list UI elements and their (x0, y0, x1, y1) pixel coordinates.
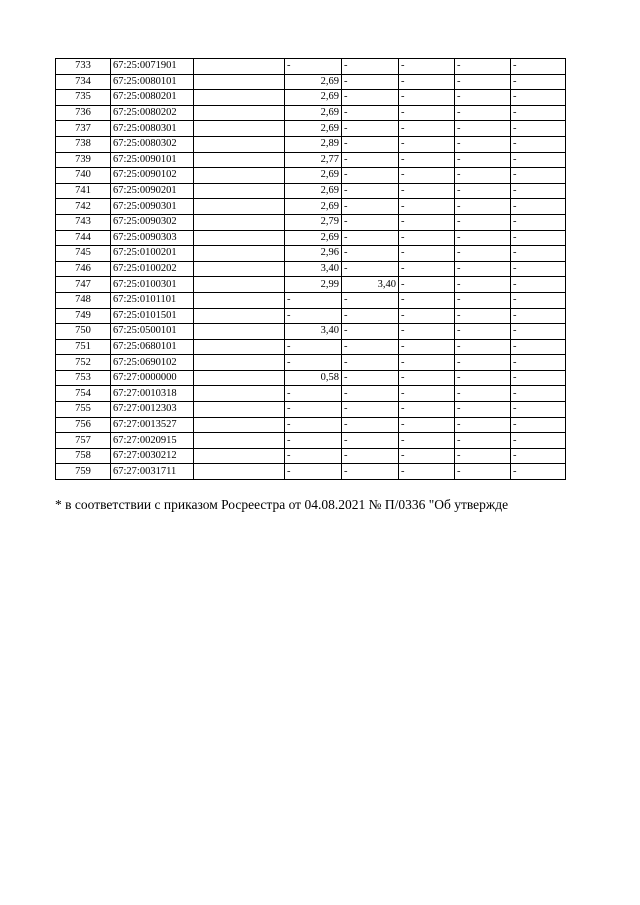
value-5: - (511, 417, 566, 433)
value-3: - (399, 183, 455, 199)
value-3: - (399, 355, 455, 371)
value-1: 2,79 (285, 214, 342, 230)
row-number: 741 (56, 183, 111, 199)
value-2: - (342, 402, 399, 418)
value-5: - (511, 74, 566, 90)
table-row (56, 324, 566, 340)
value-2: - (342, 417, 399, 433)
value-3: - (399, 370, 455, 386)
cadastral-number: 67:25:0090301 (111, 199, 194, 215)
value-3: - (399, 448, 455, 464)
value-2: - (342, 136, 399, 152)
value-1: 2,69 (285, 230, 342, 246)
row-number: 744 (56, 230, 111, 246)
table-row (56, 464, 566, 480)
value-4: - (455, 246, 511, 262)
cadastral-number: 67:27:0010318 (111, 386, 194, 402)
value-4: - (455, 370, 511, 386)
value-4: - (455, 448, 511, 464)
value-4: - (455, 402, 511, 418)
value-2: - (342, 355, 399, 371)
value-3: - (399, 308, 455, 324)
value-5: - (511, 168, 566, 184)
value-5: - (511, 339, 566, 355)
empty-cell (194, 355, 285, 371)
cadastral-number: 67:27:0012303 (111, 402, 194, 418)
cadastral-number: 67:25:0090302 (111, 214, 194, 230)
value-5: - (511, 199, 566, 215)
value-4: - (455, 261, 511, 277)
table-row (56, 417, 566, 433)
cadastral-number: 67:25:0071901 (111, 59, 194, 75)
value-3: - (399, 417, 455, 433)
empty-cell (194, 199, 285, 215)
value-3: - (399, 168, 455, 184)
table-row (56, 136, 566, 152)
empty-cell (194, 230, 285, 246)
value-5: - (511, 277, 566, 293)
table-row (56, 386, 566, 402)
row-number: 735 (56, 90, 111, 106)
value-4: - (455, 74, 511, 90)
empty-cell (194, 152, 285, 168)
value-4: - (455, 183, 511, 199)
value-3: - (399, 214, 455, 230)
cadastral-number: 67:25:0100202 (111, 261, 194, 277)
value-4: - (455, 308, 511, 324)
value-2: - (342, 246, 399, 262)
value-1: 2,99 (285, 277, 342, 293)
value-1: - (285, 308, 342, 324)
value-2: - (342, 308, 399, 324)
value-3: - (399, 292, 455, 308)
value-1: - (285, 448, 342, 464)
row-number: 737 (56, 121, 111, 137)
empty-cell (194, 339, 285, 355)
value-1: 2,69 (285, 199, 342, 215)
value-1: 2,69 (285, 74, 342, 90)
value-1: 2,77 (285, 152, 342, 168)
empty-cell (194, 277, 285, 293)
value-3: - (399, 199, 455, 215)
row-number: 739 (56, 152, 111, 168)
value-5: - (511, 370, 566, 386)
value-5: - (511, 121, 566, 137)
row-number: 757 (56, 433, 111, 449)
row-number: 734 (56, 74, 111, 90)
table-row (56, 90, 566, 106)
table-row (56, 433, 566, 449)
row-number: 747 (56, 277, 111, 293)
value-4: - (455, 152, 511, 168)
value-4: - (455, 121, 511, 137)
value-1: 2,89 (285, 136, 342, 152)
value-1: - (285, 433, 342, 449)
table-row (56, 152, 566, 168)
value-4: - (455, 292, 511, 308)
empty-cell (194, 136, 285, 152)
value-2: - (342, 386, 399, 402)
value-4: - (455, 136, 511, 152)
value-5: - (511, 292, 566, 308)
table-row (56, 246, 566, 262)
cadastral-number: 67:25:0090102 (111, 168, 194, 184)
empty-cell (194, 74, 285, 90)
value-2: - (342, 152, 399, 168)
value-2: - (342, 230, 399, 246)
table-row (56, 448, 566, 464)
empty-cell (194, 168, 285, 184)
value-1: 0,58 (285, 370, 342, 386)
cadastral-number: 67:25:0500101 (111, 324, 194, 340)
value-5: - (511, 386, 566, 402)
value-2: - (342, 199, 399, 215)
value-5: - (511, 324, 566, 340)
value-3: - (399, 136, 455, 152)
table-row (56, 59, 566, 75)
cadastral-number: 67:25:0080302 (111, 136, 194, 152)
empty-cell (194, 59, 285, 75)
value-1: 3,40 (285, 324, 342, 340)
empty-cell (194, 105, 285, 121)
data-table (55, 58, 566, 480)
row-number: 745 (56, 246, 111, 262)
value-4: - (455, 277, 511, 293)
empty-cell (194, 246, 285, 262)
footnote: * в соответствии с приказом Росреестра от 04.08.2021 № П/0336 "Об утвержде (55, 497, 509, 512)
value-4: - (455, 199, 511, 215)
row-number: 738 (56, 136, 111, 152)
table-row (56, 261, 566, 277)
value-4: - (455, 214, 511, 230)
value-3: - (399, 433, 455, 449)
value-5: - (511, 105, 566, 121)
value-1: - (285, 292, 342, 308)
table-row (56, 292, 566, 308)
value-4: - (455, 90, 511, 106)
value-3: - (399, 386, 455, 402)
cadastral-number: 67:25:0080201 (111, 90, 194, 106)
value-2: - (342, 464, 399, 480)
value-1: 2,96 (285, 246, 342, 262)
value-5: - (511, 214, 566, 230)
value-2: 3,40 (342, 277, 399, 293)
value-5: - (511, 308, 566, 324)
value-4: - (455, 355, 511, 371)
value-2: - (342, 183, 399, 199)
value-5: - (511, 152, 566, 168)
value-2: - (342, 214, 399, 230)
value-2: - (342, 90, 399, 106)
cadastral-number: 67:25:0080301 (111, 121, 194, 137)
value-2: - (342, 324, 399, 340)
row-number: 749 (56, 308, 111, 324)
row-number: 752 (56, 355, 111, 371)
value-3: - (399, 90, 455, 106)
value-5: - (511, 230, 566, 246)
value-2: - (342, 370, 399, 386)
row-number: 756 (56, 417, 111, 433)
value-2: - (342, 74, 399, 90)
row-number: 733 (56, 59, 111, 75)
value-3: - (399, 230, 455, 246)
value-2: - (342, 339, 399, 355)
value-1: - (285, 386, 342, 402)
value-3: - (399, 59, 455, 75)
value-1: - (285, 59, 342, 75)
row-number: 748 (56, 292, 111, 308)
value-1: - (285, 355, 342, 371)
row-number: 736 (56, 105, 111, 121)
value-5: - (511, 261, 566, 277)
empty-cell (194, 448, 285, 464)
table-row (56, 121, 566, 137)
cadastral-number: 67:27:0020915 (111, 433, 194, 449)
value-1: 2,69 (285, 105, 342, 121)
value-1: 2,69 (285, 183, 342, 199)
empty-cell (194, 402, 285, 418)
cadastral-number: 67:27:0013527 (111, 417, 194, 433)
table-row (56, 168, 566, 184)
value-1: 2,69 (285, 90, 342, 106)
cadastral-number: 67:25:0101101 (111, 292, 194, 308)
value-3: - (399, 105, 455, 121)
empty-cell (194, 292, 285, 308)
row-number: 758 (56, 448, 111, 464)
table-row (56, 402, 566, 418)
cadastral-number: 67:25:0090201 (111, 183, 194, 199)
value-5: - (511, 355, 566, 371)
table-row (56, 183, 566, 199)
cadastral-number: 67:25:0101501 (111, 308, 194, 324)
value-5: - (511, 90, 566, 106)
value-4: - (455, 59, 511, 75)
value-2: - (342, 261, 399, 277)
value-3: - (399, 277, 455, 293)
row-number: 742 (56, 199, 111, 215)
table-row (56, 105, 566, 121)
row-number: 743 (56, 214, 111, 230)
cadastral-number: 67:27:0000000 (111, 370, 194, 386)
cadastral-number: 67:25:0100201 (111, 246, 194, 262)
row-number: 754 (56, 386, 111, 402)
value-2: - (342, 292, 399, 308)
value-2: - (342, 168, 399, 184)
value-4: - (455, 339, 511, 355)
empty-cell (194, 464, 285, 480)
table-row (56, 277, 566, 293)
value-3: - (399, 246, 455, 262)
table-row (56, 355, 566, 371)
empty-cell (194, 121, 285, 137)
table-row (56, 74, 566, 90)
value-4: - (455, 168, 511, 184)
empty-cell (194, 90, 285, 106)
value-1: 2,69 (285, 121, 342, 137)
value-3: - (399, 402, 455, 418)
value-1: 3,40 (285, 261, 342, 277)
table-row (56, 339, 566, 355)
cadastral-number: 67:25:0090101 (111, 152, 194, 168)
empty-cell (194, 214, 285, 230)
table-row (56, 370, 566, 386)
value-4: - (455, 433, 511, 449)
cadastral-number: 67:25:0080101 (111, 74, 194, 90)
value-5: - (511, 448, 566, 464)
table-row (56, 308, 566, 324)
value-4: - (455, 105, 511, 121)
empty-cell (194, 417, 285, 433)
cadastral-number: 67:25:0100301 (111, 277, 194, 293)
empty-cell (194, 261, 285, 277)
value-2: - (342, 433, 399, 449)
table-row (56, 199, 566, 215)
empty-cell (194, 433, 285, 449)
value-4: - (455, 464, 511, 480)
value-4: - (455, 417, 511, 433)
value-3: - (399, 324, 455, 340)
cadastral-number: 67:25:0080202 (111, 105, 194, 121)
cadastral-number: 67:27:0030212 (111, 448, 194, 464)
value-1: - (285, 464, 342, 480)
empty-cell (194, 370, 285, 386)
value-5: - (511, 433, 566, 449)
value-2: - (342, 121, 399, 137)
cadastral-number: 67:25:0680101 (111, 339, 194, 355)
value-3: - (399, 464, 455, 480)
value-4: - (455, 230, 511, 246)
value-1: - (285, 402, 342, 418)
empty-cell (194, 324, 285, 340)
value-4: - (455, 324, 511, 340)
row-number: 750 (56, 324, 111, 340)
cadastral-number: 67:27:0031711 (111, 464, 194, 480)
table-body (56, 59, 566, 480)
value-3: - (399, 152, 455, 168)
cadastral-number: 67:25:0690102 (111, 355, 194, 371)
value-1: 2,69 (285, 168, 342, 184)
value-5: - (511, 402, 566, 418)
value-5: - (511, 246, 566, 262)
cadastral-number: 67:25:0090303 (111, 230, 194, 246)
value-2: - (342, 105, 399, 121)
value-5: - (511, 183, 566, 199)
empty-cell (194, 183, 285, 199)
value-1: - (285, 417, 342, 433)
table-row (56, 230, 566, 246)
table-row (56, 214, 566, 230)
row-number: 740 (56, 168, 111, 184)
row-number: 753 (56, 370, 111, 386)
row-number: 751 (56, 339, 111, 355)
value-3: - (399, 339, 455, 355)
value-3: - (399, 261, 455, 277)
value-5: - (511, 464, 566, 480)
value-2: - (342, 448, 399, 464)
empty-cell (194, 386, 285, 402)
row-number: 755 (56, 402, 111, 418)
value-1: - (285, 339, 342, 355)
value-4: - (455, 386, 511, 402)
value-3: - (399, 74, 455, 90)
row-number: 746 (56, 261, 111, 277)
row-number: 759 (56, 464, 111, 480)
value-3: - (399, 121, 455, 137)
value-2: - (342, 59, 399, 75)
value-5: - (511, 59, 566, 75)
empty-cell (194, 308, 285, 324)
value-5: - (511, 136, 566, 152)
